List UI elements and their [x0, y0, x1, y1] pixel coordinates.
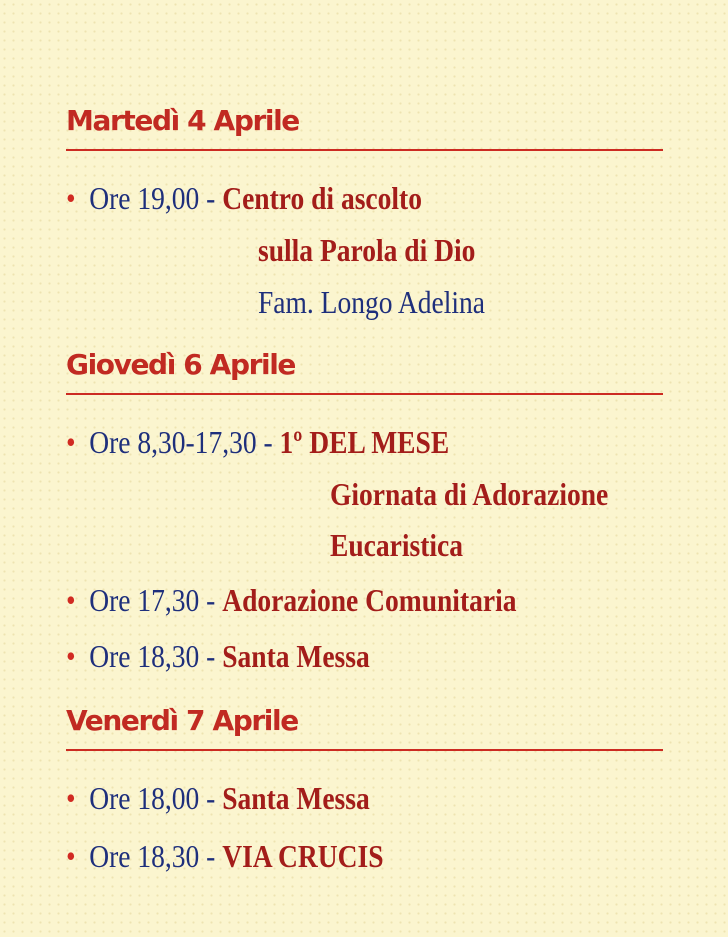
item-time: Ore 17,30 -: [89, 582, 223, 618]
bullet-icon: •: [66, 780, 76, 816]
bullet-icon: •: [66, 638, 76, 674]
item-event-continuation: sulla Parola di Dio: [258, 232, 476, 268]
item-event: Adorazione Comunitaria: [222, 582, 517, 618]
heading-rule: [66, 149, 663, 151]
item-time: Ore 8,30-17,30 -: [89, 424, 280, 460]
item-time: Ore 18,30 -: [89, 638, 223, 674]
bullet-icon: •: [66, 582, 76, 618]
schedule-item: [66, 638, 370, 675]
item-event: VIA CRUCIS: [222, 838, 384, 874]
bullet-icon: •: [66, 180, 76, 216]
schedule-item: [66, 424, 449, 461]
heading-rule: [66, 749, 663, 751]
schedule-item: [66, 582, 516, 619]
schedule-item: [66, 780, 370, 817]
item-time: Ore 18,00 -: [89, 780, 223, 816]
item-event-continuation: Giornata di Adorazione: [330, 476, 609, 512]
item-time: Ore 18,30 -: [89, 838, 223, 874]
schedule-item: [66, 180, 422, 217]
item-event-continuation: Eucaristica: [330, 527, 463, 563]
item-event: Santa Messa: [222, 638, 370, 674]
bullet-icon: •: [66, 838, 76, 874]
item-note: Fam. Longo Adelina: [258, 284, 486, 320]
day-heading-venerdi: Venerdì 7 Aprile: [66, 704, 298, 737]
day-heading-martedi: Martedì 4 Aprile: [66, 104, 299, 137]
item-time: Ore 19,00 -: [89, 180, 223, 216]
schedule-item: [66, 838, 384, 875]
item-event: 1º DEL MESE: [279, 424, 450, 460]
item-event: Santa Messa: [222, 780, 370, 816]
bullet-icon: •: [66, 424, 76, 460]
heading-rule: [66, 393, 663, 395]
day-heading-giovedi: Giovedì 6 Aprile: [66, 348, 295, 381]
item-event: Centro di ascolto: [222, 180, 422, 216]
